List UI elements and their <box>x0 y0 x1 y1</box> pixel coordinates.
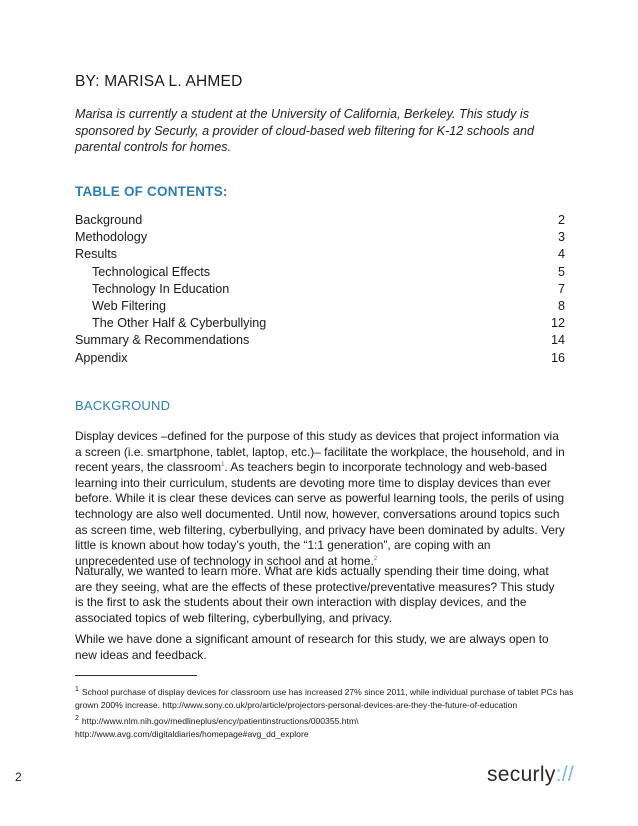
toc-entry-other-half-cyberbullying[interactable] <box>75 315 565 332</box>
page-number: 2 <box>15 770 22 784</box>
toc-entry-page: 2 <box>557 213 565 227</box>
table-of-contents <box>75 212 565 367</box>
footnote-ref-1[interactable]: 1 <box>221 462 225 469</box>
footnote-1 <box>75 686 575 712</box>
toc-entry-label: Technological Effects <box>92 264 211 279</box>
toc-entry-results[interactable] <box>75 246 565 263</box>
footnote-text: School purchase of display devices for classroom use has increased 27% since 2011, while individual purchase of tablet PCs has grown 200% increase. http://www.sony.co.uk/pro/article/projectors-personal-devices-are-they-the-future-of-education <box>75 687 574 710</box>
toc-entry-label: Technology In Education <box>92 281 230 296</box>
footnote-text: http://www.nlm.nih.gov/medlineplus/ency/patientinstructions/000355.htm\ http://www.avg.com/digitaldiaries/homepage#avg_dd_explore <box>75 716 359 739</box>
footnote-2 <box>75 715 575 741</box>
toc-title: TABLE OF CONTENTS: <box>75 184 228 199</box>
toc-entry-page: 5 <box>557 264 565 279</box>
background-paragraph-3: While we have done a significant amount of research for this study, we are always open to new ideas and feedback. <box>75 632 549 662</box>
toc-entry-label: Summary & Recommendations <box>75 333 250 348</box>
toc-entry-background[interactable] <box>75 212 565 229</box>
logo-accent: :// <box>555 763 575 786</box>
toc-entry-page: 16 <box>550 350 565 365</box>
toc-entry-web-filtering[interactable] <box>75 298 565 315</box>
toc-entry-summary-recommendations[interactable] <box>75 332 565 349</box>
toc-entry-page: 3 <box>557 230 565 245</box>
toc-entry-page: 8 <box>557 298 565 313</box>
paragraph-text: Display devices –defined for the purpose of this study as devices that project information via a screen (i.e. smartphone, tablet, laptop, etc.)– facilitate the workplace, the household, and in recent years, the classroom <box>75 429 565 475</box>
toc-entry-label: Web Filtering <box>92 298 166 313</box>
paragraph-text: . As teachers begin to incorporate technology and web-based learning into their curriculum, students are devoting more time to display devices than ever before. While it is clear these devices can serve as powerful learning tools, the perils of using technology are also well documented. Until now, however, conversations around topics such as screen time, web filtering, cyberbullying, and privacy have been dominated by adults. Very little is known about how today’s youth, the “1:1 generation”, are coping with an unprecedented use of technology in school and at home. <box>75 460 565 568</box>
toc-entry-page: 14 <box>550 333 565 348</box>
toc-entry-appendix[interactable] <box>75 350 565 367</box>
toc-entry-label: Appendix <box>75 350 128 365</box>
footnote-divider <box>75 675 197 676</box>
footnote-number: 2 <box>75 715 79 723</box>
toc-entry-label: Methodology <box>75 230 148 245</box>
toc-entry-label: Results <box>75 247 117 262</box>
background-paragraph-2: Naturally, we wanted to learn more. What are kids actually spending their time doing, what are they seeing, what are the effects of these protective/preventative measures? This study is the first to ask the students about their own interaction with display devices, and the associated topics of web filtering, cyberbullying, and privacy. <box>75 564 555 625</box>
footnote-ref-2[interactable]: 2 <box>373 555 378 562</box>
author-bio: Marisa is currently a student at the University of California, Berkeley. This study is sponsored by Securly, a provider of cloud-based web filtering for K-12 schools and parental controls for homes. <box>75 107 534 155</box>
footnote-number: 1 <box>75 686 79 694</box>
section-heading-background: BACKGROUND <box>75 398 171 413</box>
logo-wordmark: securly <box>487 763 556 786</box>
toc-entry-technological-effects[interactable] <box>75 264 565 281</box>
background-paragraph-1 <box>75 429 565 569</box>
toc-entry-page: 4 <box>557 247 565 262</box>
toc-entry-methodology[interactable] <box>75 229 565 246</box>
toc-entry-label: The Other Half & Cyberbullying <box>92 316 267 331</box>
toc-entry-label: Background <box>75 213 143 227</box>
toc-entry-page: 12 <box>550 316 565 331</box>
author-byline: BY: MARISA L. AHMED <box>75 73 243 90</box>
toc-entry-technology-in-education[interactable] <box>75 281 565 298</box>
toc-entry-page: 7 <box>557 281 565 296</box>
securly-logo <box>487 763 574 787</box>
